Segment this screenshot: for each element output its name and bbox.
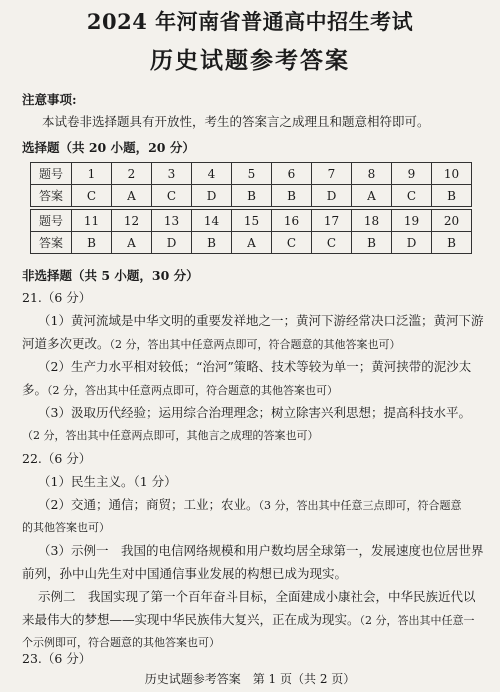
- question-number: 19: [392, 210, 432, 232]
- q21-part2-line1: （2）生产力水平相对较低；“治河”策略、技术等较为单一；黄河挟带的泥沙太: [38, 359, 472, 374]
- answer-cell: B: [432, 185, 472, 207]
- question-number: 14: [192, 210, 232, 232]
- q22-label: 22.（6 分）: [22, 451, 92, 466]
- page-footer: 历史试题参考答案 第 1 页（共 2 页）: [144, 672, 356, 686]
- mc-heading: 选择题（共 20 小题，20 分）: [22, 140, 195, 155]
- question-number: 15: [232, 210, 272, 232]
- table-row: [31, 210, 472, 232]
- q22-part3-scoring-note: （2 分，答出其中任意一: [359, 614, 475, 627]
- answer-cell: C: [72, 185, 112, 207]
- q22-part3-example2-answer: 来最伟大的梦想——实现中华民族伟大复兴，正在成为现实。: [22, 612, 360, 627]
- question-number: 7: [312, 163, 352, 185]
- answer-cell: A: [112, 185, 152, 207]
- question-number: 13: [152, 210, 192, 232]
- row-label-answer: 答案: [31, 232, 72, 254]
- answer-cell: B: [192, 232, 232, 254]
- question-number: 18: [352, 210, 392, 232]
- answer-cell: C: [312, 232, 352, 254]
- answer-cell: B: [272, 185, 312, 207]
- answer-cell: B: [432, 232, 472, 254]
- q22-part3-line2: 前列，孙中山先生对中国通信事业发展的构想已成为现实。: [22, 566, 348, 581]
- answer-cell: B: [232, 185, 272, 207]
- answer-cell: D: [192, 185, 232, 207]
- q21-part3-scoring-note: （2 分，答出其中任意两点即可，其他言之成理的答案也可）: [22, 429, 319, 442]
- q21-part2-line2: [22, 378, 338, 402]
- answer-cell: D: [392, 232, 432, 254]
- q21-part2-answer: 多。: [22, 382, 48, 397]
- nonmc-heading: 非选择题（共 5 小题，30 分）: [22, 268, 199, 283]
- q21-part1-scoring-note: （2 分，答出其中任意两点即可，符合题意的其他答案也可）: [109, 338, 401, 351]
- q23-label: 23.（6 分）: [22, 651, 92, 666]
- question-number: 12: [112, 210, 152, 232]
- mc-answer-table-1: [30, 162, 472, 207]
- table-row: [31, 185, 472, 207]
- q21-part2-scoring-note: （2 分，答出其中任意两点即可，符合题意的其他答案也可）: [47, 384, 339, 397]
- q22-part2-answer: （2）交通；通信；商贸；工业；农业。: [38, 497, 259, 512]
- question-number: 16: [272, 210, 312, 232]
- q22-part3-line1: （3）示例一 我国的电信网络规模和用户数均居全球第一，发展速度也位居世界: [38, 543, 484, 558]
- q21-part1-line2: [22, 332, 401, 356]
- answer-cell: C: [392, 185, 432, 207]
- mc-answer-table-2: [30, 209, 472, 254]
- row-label-answer: 答案: [31, 185, 72, 207]
- q22-part3-scoring-note-cont: 个示例即可，符合题意的其他答案也可）: [22, 636, 220, 649]
- document-subtitle: 历史试题参考答案: [150, 47, 350, 74]
- answer-cell: B: [72, 232, 112, 254]
- answer-cell: C: [272, 232, 312, 254]
- q22-part2-scoring-note: （3 分，答出其中任意三点即可，符合题意: [258, 499, 462, 512]
- notes-text: 本试卷非选择题具有开放性，考生的答案言之成理且和题意相符即可。: [42, 114, 430, 129]
- q21-part3-line1: （3）汲取历代经验；运用综合治理理念；树立除害兴利思想；提高科技水平。: [38, 405, 471, 420]
- answer-cell: A: [112, 232, 152, 254]
- q22-part2-line1: [38, 493, 461, 517]
- question-number: 6: [272, 163, 312, 185]
- question-number: 5: [232, 163, 272, 185]
- exam-title: 2024 年河南省普通高中招生考试: [86, 9, 414, 34]
- q21-part1-answer: 河道多次更改。: [22, 336, 110, 351]
- question-number: 9: [392, 163, 432, 185]
- answer-cell: A: [232, 232, 272, 254]
- notes-heading: 注意事项:: [22, 92, 77, 107]
- q22-part3-line4: [22, 608, 475, 632]
- q22-part1: （1）民生主义。（1 分）: [38, 474, 177, 489]
- question-number: 3: [152, 163, 192, 185]
- row-label-number: 题号: [31, 210, 72, 232]
- answer-cell: D: [312, 185, 352, 207]
- question-number: 11: [72, 210, 112, 232]
- q22-part3-line3: 示例二 我国实现了第一个百年奋斗目标，全面建成小康社会，中华民族近代以: [38, 589, 476, 604]
- q21-part1-line1: （1）黄河流域是中华文明的重要发祥地之一；黄河下游经常决口泛滥；黄河下游: [38, 313, 484, 328]
- answer-cell: C: [152, 185, 192, 207]
- table-row: [31, 163, 472, 185]
- question-number: 8: [352, 163, 392, 185]
- question-number: 2: [112, 163, 152, 185]
- question-number: 20: [432, 210, 472, 232]
- answer-cell: B: [352, 232, 392, 254]
- question-number: 10: [432, 163, 472, 185]
- question-number: 4: [192, 163, 232, 185]
- q21-label: 21.（6 分）: [22, 290, 92, 305]
- answer-cell: A: [352, 185, 392, 207]
- q22-part2-scoring-note-cont: 的其他答案也可）: [22, 521, 110, 534]
- table-row: [31, 232, 472, 254]
- row-label-number: 题号: [31, 163, 72, 185]
- answer-cell: D: [152, 232, 192, 254]
- question-number: 17: [312, 210, 352, 232]
- question-number: 1: [72, 163, 112, 185]
